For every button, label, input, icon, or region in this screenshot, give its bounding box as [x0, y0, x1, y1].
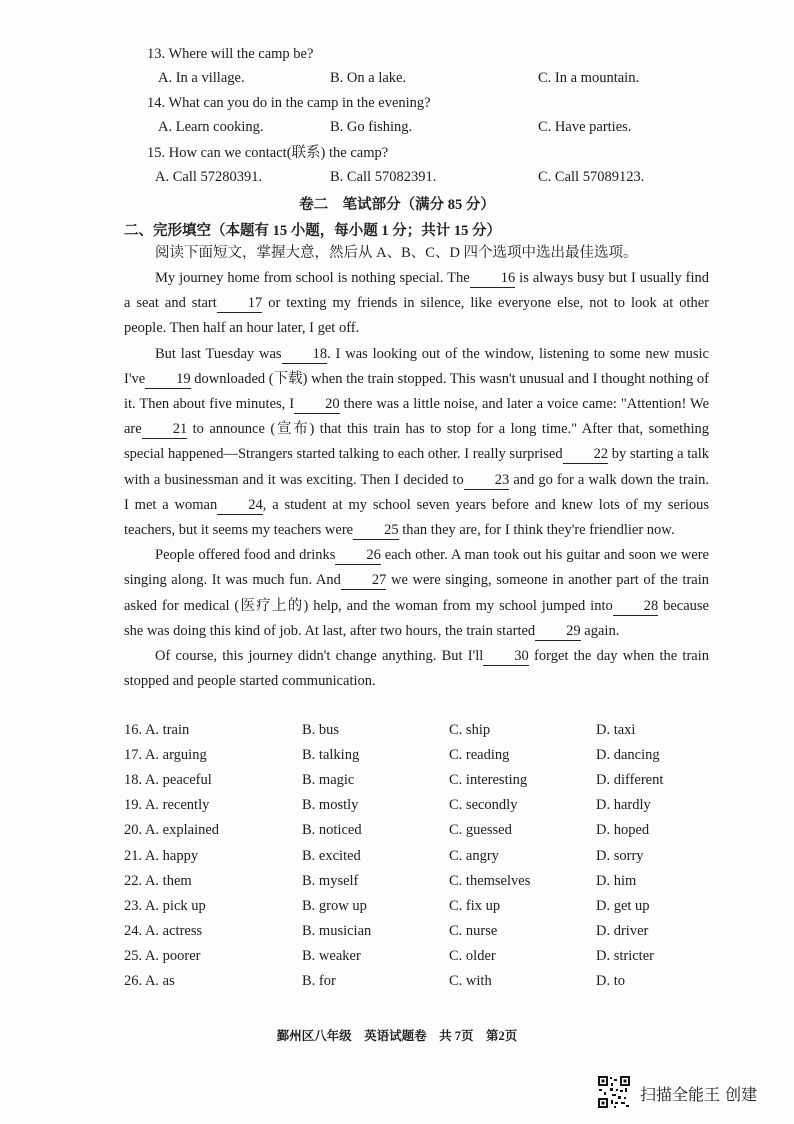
- option-b: B. mostly: [302, 797, 359, 814]
- blank-21: 21: [142, 421, 188, 439]
- blank-23: 23: [464, 472, 510, 490]
- passage-text: by starting a talk with a businessman and it was exciting. Then I decided to: [124, 446, 709, 488]
- option-b: B. talking: [302, 747, 360, 764]
- passage-paragraph-3: [124, 543, 709, 644]
- blank-22: 22: [563, 446, 609, 464]
- option-d: D. taxi: [596, 722, 636, 738]
- option-c: C. reading: [449, 747, 510, 764]
- passage-text: Of course, this journey didn't change anything. But I'll: [155, 648, 484, 665]
- option-14a: A. Learn cooking.: [158, 119, 264, 135]
- passage-text: or texting my friends in silence, like everyone else, not to look at other people. Then half an hour later, I get off.: [124, 295, 709, 337]
- option-a: 23. A. pick up: [124, 897, 206, 914]
- option-b: B. weaker: [302, 947, 361, 964]
- option-a: 20. A. explained: [124, 822, 220, 839]
- options-14: [0, 119, 794, 139]
- scanner-watermark: 扫描全能王 创建: [640, 1085, 758, 1104]
- option-d: D. hoped: [596, 822, 650, 839]
- option-b: B. magic: [302, 772, 355, 789]
- blank-18: 18: [282, 346, 328, 364]
- option-row: [0, 873, 794, 893]
- passage-text: each other. A man took out his guitar and soon we were singing along. It was much fun. And: [124, 547, 709, 589]
- option-b: B. grow up: [302, 897, 367, 914]
- option-13b: B. On a lake.: [330, 70, 407, 86]
- option-c: C. fix up: [449, 897, 501, 914]
- passage-text: again.: [580, 622, 620, 639]
- option-row: [0, 797, 794, 817]
- cloze-passage: [124, 266, 709, 694]
- option-d: D. different: [596, 772, 664, 789]
- option-c: C. angry: [449, 847, 499, 864]
- option-c: C. guessed: [449, 822, 512, 839]
- option-c: C. with: [449, 973, 492, 989]
- blank-27: 27: [341, 572, 387, 590]
- option-d: D. hardly: [596, 797, 651, 814]
- blank-29: 29: [535, 623, 581, 641]
- option-a: 17. A. arguing: [124, 747, 207, 764]
- options-13: [0, 70, 794, 90]
- option-c: C. ship: [449, 722, 491, 738]
- option-a: 26. A. as: [124, 973, 175, 989]
- option-d: D. sorry: [596, 847, 644, 864]
- option-d: D. him: [596, 872, 637, 889]
- option-14b: B. Go fishing.: [330, 119, 413, 135]
- question-14: 14. What can you do in the camp in the evening?: [147, 95, 431, 111]
- option-a: 25. A. poorer: [124, 947, 201, 964]
- passage-text: People offered food and drinks: [155, 547, 336, 564]
- option-15a: A. Call 57280391.: [155, 169, 263, 185]
- qr-code-icon: [597, 1075, 631, 1109]
- option-row: [0, 848, 794, 868]
- option-row: [0, 973, 794, 993]
- option-c: C. older: [449, 947, 496, 964]
- blank-26: 26: [335, 547, 381, 565]
- option-b: B. musician: [302, 922, 372, 939]
- option-b: B. noticed: [302, 822, 362, 839]
- blank-16: 16: [470, 270, 516, 288]
- option-a: 22. A. them: [124, 872, 192, 889]
- option-13a: A. In a village.: [158, 70, 245, 86]
- option-row: [0, 722, 794, 742]
- blank-30: 30: [483, 648, 529, 666]
- option-row: [0, 772, 794, 792]
- blank-24: 24: [217, 497, 263, 515]
- passage-text: than they are, for I think they're friendlier now.: [398, 522, 675, 539]
- option-d: D. get up: [596, 897, 650, 914]
- passage-text: we were singing, someone in another part of the train asked for medical (医疗上的) help, and the woman from my school jumped into: [124, 572, 709, 614]
- passage-text: , a student at my school seven years before and knew lots of my serious teachers, but it seems my teachers were: [124, 496, 709, 539]
- question-15: 15. How can we contact(联系) the camp?: [147, 145, 389, 161]
- option-row: [0, 747, 794, 767]
- option-row: [0, 948, 794, 968]
- option-c: C. themselves: [449, 872, 531, 889]
- section2-title: 二、完形填空（本题有 15 小题，每小题 1 分；共计 15 分）: [124, 223, 501, 239]
- part2-title: 卷二 笔试部分（满分 85 分）: [299, 197, 495, 213]
- option-a: 21. A. happy: [124, 847, 199, 864]
- option-c: C. interesting: [449, 772, 528, 789]
- blank-19: 19: [145, 371, 191, 389]
- options-15: [0, 169, 794, 189]
- blank-20: 20: [294, 396, 340, 414]
- option-13c: C. In a mountain.: [538, 70, 640, 86]
- option-d: D. dancing: [596, 747, 660, 764]
- option-14c: C. Have parties.: [538, 119, 632, 135]
- option-b: B. for: [302, 973, 336, 989]
- option-15c: C. Call 57089123.: [538, 169, 645, 185]
- option-a: 19. A. recently: [124, 797, 210, 814]
- option-15b: B. Call 57082391.: [330, 169, 437, 185]
- passage-paragraph-4: [124, 644, 709, 694]
- passage-text: and go for a walk down the train. I met a woman: [124, 471, 709, 513]
- option-d: D. driver: [596, 922, 649, 939]
- passage-paragraph-2: [124, 342, 709, 544]
- option-d: D. stricter: [596, 947, 654, 964]
- passage-text: . I was looking out of the window, listening to some new music I've: [124, 345, 709, 387]
- option-b: B. myself: [302, 872, 359, 889]
- passage-text: downloaded (下载) when the train stopped. This wasn't unusual and I thought nothing of it. Then about five minutes, I: [124, 370, 709, 413]
- blank-17: 17: [217, 295, 263, 313]
- passage-text: there was a little noise, and later a voice came: "Attention! We are: [124, 396, 710, 438]
- option-d: D. to: [596, 973, 625, 989]
- passage-text: But last Tuesday was: [155, 345, 282, 362]
- option-a: 16. A. train: [124, 722, 190, 738]
- passage-text: is always busy but I usually find a seat and start: [124, 270, 709, 312]
- passage-text: forget the day when the train stopped and people started communication.: [124, 648, 709, 690]
- question-13: 13. Where will the camp be?: [147, 46, 314, 62]
- option-a: 18. A. peaceful: [124, 772, 212, 789]
- option-a: 24. A. actress: [124, 922, 203, 939]
- passage-text: My journey home from school is nothing special. The: [155, 270, 470, 286]
- passage-paragraph-1: [124, 266, 709, 342]
- page-footer: 鄞州区八年级 英语试题卷 共 7页 第2页: [276, 1029, 518, 1043]
- blank-25: 25: [353, 522, 399, 540]
- option-row: [0, 923, 794, 943]
- option-b: B. excited: [302, 847, 361, 864]
- option-c: C. secondly: [449, 797, 518, 814]
- option-row: [0, 822, 794, 842]
- section2-instruction: 阅读下面短文，掌握大意，然后从 A、B、C、D 四个选项中选出最佳选项。: [155, 245, 638, 261]
- option-b: B. bus: [302, 722, 340, 738]
- option-row: [0, 898, 794, 918]
- blank-28: 28: [613, 598, 659, 616]
- passage-text: to announce (宣布) that this train has to stop for a long time." After that, something special happened—Strangers started talking to each other. I really surprised: [124, 421, 709, 463]
- option-c: C. nurse: [449, 922, 498, 939]
- passage-text: because she was doing this kind of job. At last, after two hours, the train started: [124, 597, 709, 639]
